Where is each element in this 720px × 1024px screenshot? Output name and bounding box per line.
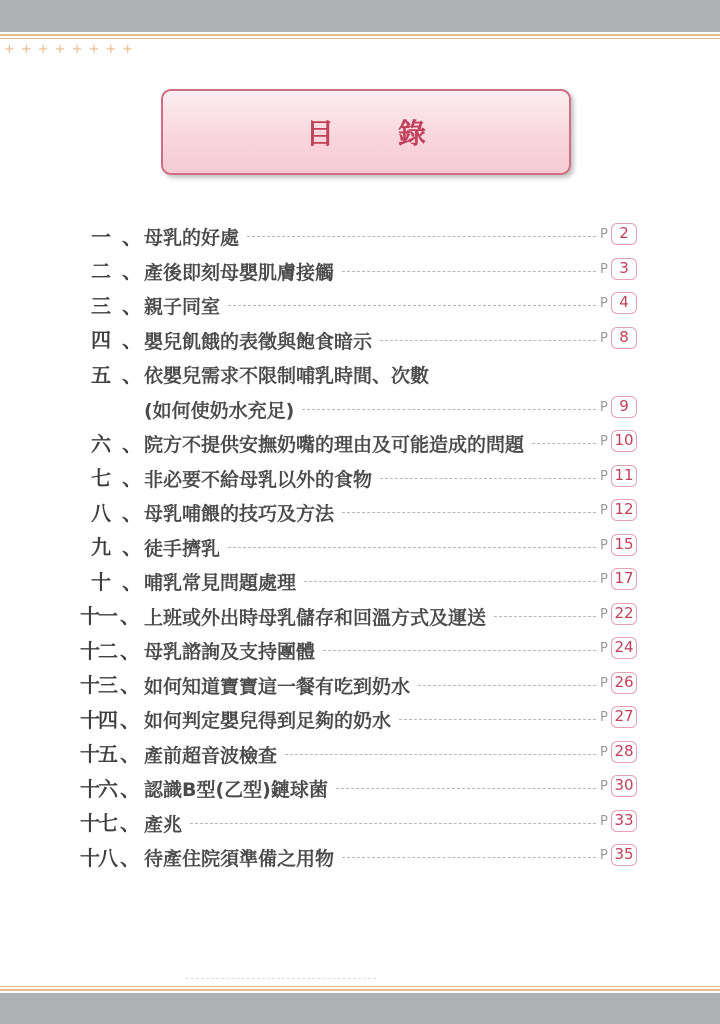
toc-entry-number: 七 、 — [91, 466, 142, 490]
page-prefix: P — [600, 710, 608, 725]
page-prefix: P — [600, 537, 608, 553]
toc-entry[interactable] — [0, 287, 720, 321]
toc-entry-number: 一 、 — [91, 224, 142, 249]
toc-entry[interactable] — [0, 425, 720, 459]
page-number-badge: 9 — [611, 396, 637, 418]
page-prefix: P — [600, 675, 608, 691]
toc-leader-dots — [285, 754, 596, 755]
toc-entry-title: 徒手擠乳 — [144, 537, 221, 560]
toc-entry[interactable] — [0, 529, 720, 563]
page-number-badge: 3 — [611, 258, 637, 280]
toc-leader-dots — [247, 236, 596, 237]
toc-leader-dots — [323, 650, 596, 651]
toc-entry-number: 十二 、 — [80, 638, 140, 663]
page-number-badge: 26 — [611, 672, 637, 694]
toc-leader-dots — [228, 547, 596, 548]
toc-entry-title: 嬰兒飢餓的表徵與飽食暗示 — [144, 330, 373, 353]
toc-entry[interactable] — [0, 701, 720, 735]
toc-entry-title: 待產住院須準備之用物 — [144, 848, 335, 870]
toc-entry-number: 十四 、 — [80, 707, 140, 732]
toc-leader-dots — [228, 305, 596, 306]
toc-entry-number: 三 、 — [91, 293, 142, 318]
page-number-badge: 35 — [611, 844, 637, 866]
page-number-badge: 4 — [611, 292, 637, 314]
header-rule-thin — [0, 38, 720, 39]
page-prefix: P — [600, 641, 608, 656]
page-prefix: P — [600, 399, 608, 415]
toc-leader-dots — [304, 581, 596, 582]
toc-entry[interactable] — [0, 218, 720, 252]
toc-leader-dots — [418, 685, 596, 686]
toc-leader-dots — [336, 788, 596, 789]
toc-entry-title: 親子同室 — [144, 296, 221, 318]
toc-entry-number: 八 、 — [91, 500, 142, 525]
toc-entry-title: 產後即刻母嬰肌膚接觸 — [144, 261, 335, 284]
page-number-badge: 33 — [611, 810, 637, 832]
toc-entry-number: 十八 、 — [80, 845, 140, 870]
toc-leader-dots — [399, 719, 596, 720]
toc-entry[interactable] — [0, 770, 720, 804]
page-number-badge: 24 — [611, 637, 637, 659]
toc-entry-number: 十五 、 — [80, 742, 140, 766]
toc-entry[interactable] — [0, 736, 720, 770]
toc-entry[interactable] — [0, 598, 720, 632]
toc-entry[interactable] — [0, 460, 720, 494]
page-number-badge: 8 — [611, 327, 637, 349]
page-prefix: P — [600, 330, 608, 346]
footer-dash-decoration — [186, 978, 376, 979]
page-number-badge: 22 — [611, 603, 637, 625]
header-plus-decoration: ++++++++ — [4, 42, 140, 57]
toc-entry-title: 如何知道寶寶這一餐有吃到奶水 — [144, 675, 411, 698]
page-prefix: P — [600, 468, 608, 484]
page-prefix: P — [600, 572, 608, 587]
toc-entry-number: 十七 、 — [80, 811, 140, 835]
toc-entry[interactable] — [0, 494, 720, 528]
toc-leader-dots — [302, 409, 596, 410]
toc-entry-title: 非必要不給母乳以外的食物 — [144, 468, 373, 491]
toc-entry-title: 哺乳常見問題處理 — [144, 572, 297, 594]
toc-entry[interactable] — [0, 632, 720, 666]
toc-leader-dots — [532, 443, 596, 444]
toc-leader-dots — [190, 823, 596, 824]
toc-leader-dots — [342, 271, 596, 272]
toc-entry-number: 六 、 — [91, 431, 142, 456]
page-number-badge: 10 — [611, 430, 637, 452]
toc-entry[interactable] — [0, 253, 720, 287]
page-prefix: P — [600, 813, 608, 829]
toc-leader-dots — [380, 478, 596, 479]
toc-entry-title: 母乳的好處 — [144, 227, 240, 249]
page-number-badge: 27 — [611, 706, 637, 728]
footer-rule — [0, 989, 720, 991]
toc-entry[interactable] — [0, 356, 720, 390]
toc-entry-title: 產兆 — [144, 813, 183, 836]
toc-leader-dots — [342, 857, 596, 858]
page-number-badge: 30 — [611, 775, 637, 797]
header-bar — [0, 0, 720, 32]
page-prefix: P — [600, 261, 608, 277]
toc-entry[interactable] — [0, 667, 720, 701]
page-number-badge: 15 — [611, 534, 637, 556]
toc-entry-number: 十 、 — [91, 569, 142, 594]
page-prefix: P — [600, 779, 608, 794]
page-number-badge: 12 — [611, 499, 637, 521]
toc-entry-number: 五 、 — [91, 362, 142, 387]
toc-entry-number: 四 、 — [91, 328, 142, 352]
toc-entry-number: 十一 、 — [80, 604, 140, 628]
toc-entry-title: 母乳哺餵的技巧及方法 — [144, 503, 335, 525]
page-number-badge: 28 — [611, 741, 637, 763]
title-banner — [161, 89, 571, 175]
footer-bar — [0, 993, 720, 1024]
page-prefix: P — [600, 434, 608, 449]
toc-entry-title: 產前超音波檢查 — [144, 744, 278, 767]
page-title: 目 錄 — [305, 117, 427, 150]
page-prefix: P — [600, 744, 608, 760]
toc-entry-title: 上班或外出時母乳儲存和回溫方式及運送 — [144, 606, 487, 629]
page-prefix: P — [600, 296, 608, 311]
toc-leader-dots — [380, 340, 596, 341]
page-prefix: P — [600, 606, 608, 622]
header-rule — [0, 34, 720, 36]
toc-entry-number: 十三 、 — [80, 673, 140, 697]
page-prefix: P — [600, 227, 608, 242]
toc-entry[interactable] — [0, 391, 720, 425]
toc-entry-title: (如何使奶水充足) — [144, 399, 295, 422]
page-number-badge: 17 — [611, 568, 637, 590]
toc-entry-title: 院方不提供安撫奶嘴的理由及可能造成的問題 — [144, 434, 525, 456]
toc-entry[interactable] — [0, 805, 720, 839]
page-number-badge: 2 — [611, 223, 637, 245]
toc-entry[interactable] — [0, 839, 720, 873]
toc-entry-number: 九 、 — [91, 535, 142, 559]
toc-entry-title: 如何判定嬰兒得到足夠的奶水 — [144, 710, 392, 732]
toc-leader-dots — [494, 616, 596, 617]
toc-entry[interactable] — [0, 563, 720, 597]
footer-rule-thin — [0, 986, 720, 987]
toc-entry-title: 依嬰兒需求不限制哺乳時間、次數 — [144, 365, 430, 387]
page-prefix: P — [600, 848, 608, 863]
toc-entry-title: 認識B型(乙型)鏈球菌 — [144, 779, 328, 801]
toc-entry-number: 二 、 — [91, 259, 142, 283]
page-prefix: P — [600, 503, 608, 518]
toc-entry-title: 母乳諮詢及支持團體 — [144, 641, 316, 663]
toc-entry-number: 十六 、 — [80, 776, 140, 801]
toc-entry[interactable] — [0, 322, 720, 356]
page-number-badge: 11 — [611, 465, 637, 487]
toc-leader-dots — [342, 512, 596, 513]
